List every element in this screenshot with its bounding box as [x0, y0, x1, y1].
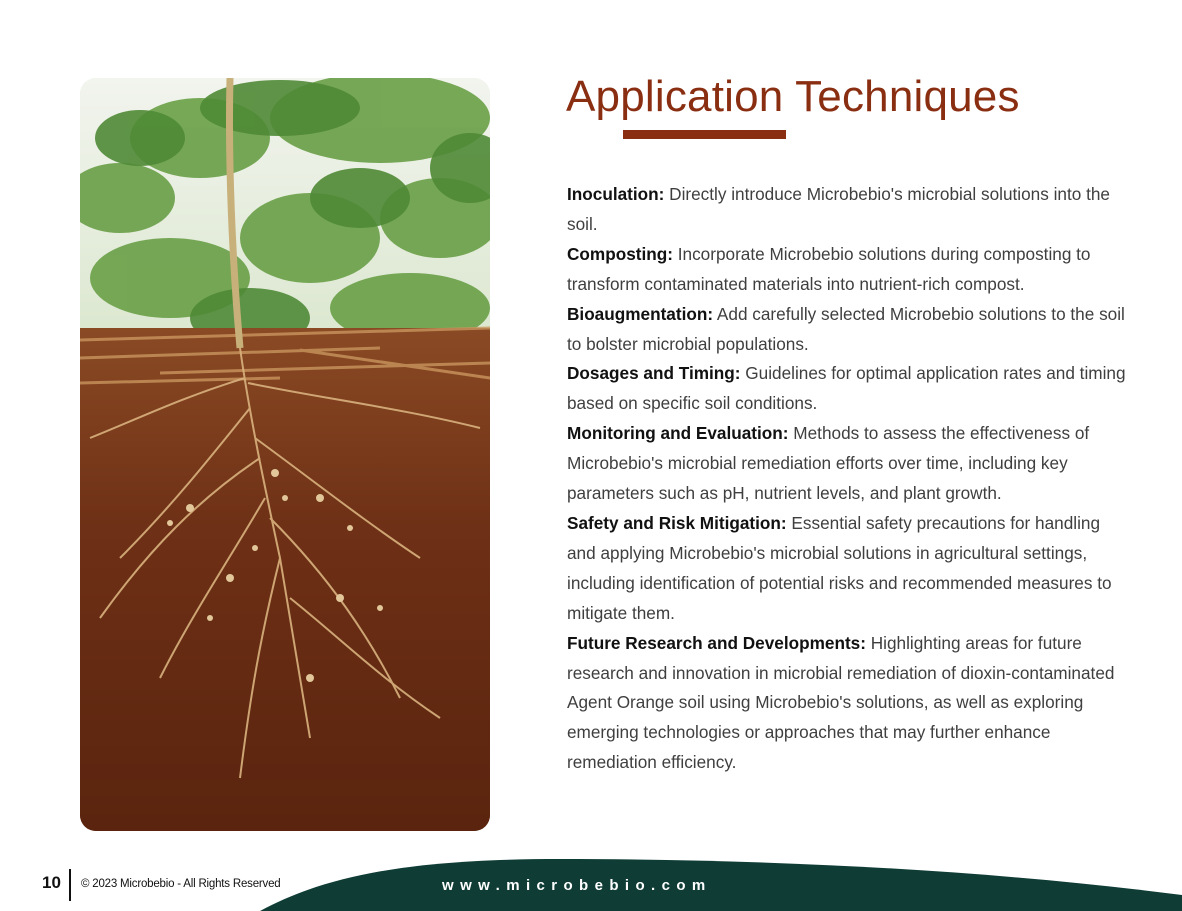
plant-roots-illustration — [80, 78, 490, 831]
website-link[interactable]: www.microbebio.com — [442, 877, 712, 894]
technique-lead: Monitoring and Evaluation: — [567, 423, 789, 444]
copyright-text: © 2023 Microbebio - All Rights Reserved — [81, 878, 281, 890]
technique-item-inoculation — [567, 180, 1127, 240]
technique-text: Guidelines for optimal application rates and timing based on specific soil conditions. — [567, 363, 1126, 414]
footer-divider — [69, 869, 71, 901]
technique-lead: Future Research and Developments: — [567, 632, 866, 653]
technique-lead: Safety and Risk Mitigation: — [567, 512, 787, 533]
technique-text: Essential safety precautions for handling and applying Microbebio's microbial solutions in agricultural settings, including identification of potential risks and recommended measures to mitigate them. — [567, 512, 1112, 623]
techniques-list — [567, 180, 1127, 778]
technique-item-safety — [567, 509, 1127, 629]
technique-item-composting — [567, 240, 1127, 300]
technique-lead: Bioaugmentation: — [567, 303, 714, 324]
technique-item-monitoring — [567, 419, 1127, 509]
technique-text: Add carefully selected Microbebio solutions to the soil to bolster microbial populations. — [567, 303, 1125, 354]
page-title: Application Techniques — [566, 72, 1020, 121]
technique-item-bioaugmentation — [567, 300, 1127, 360]
technique-text: Incorporate Microbebio solutions during composting to transform contaminated materials into nutrient-rich compost. — [567, 243, 1091, 294]
technique-text: Directly introduce Microbebio's microbial solutions into the soil. — [567, 184, 1110, 234]
technique-text: Highlighting areas for future research and innovation in microbial remediation of dioxin-contaminated Agent Orange soil using Microbebio's solutions, as well as exploring emerging technologies or approaches that may further enhance remediation efficiency. — [567, 632, 1115, 773]
technique-lead: Dosages and Timing: — [567, 363, 741, 384]
technique-item-future-research — [567, 629, 1127, 779]
technique-item-dosages — [567, 359, 1127, 419]
page-number: 10 — [42, 873, 61, 892]
title-underline — [623, 130, 786, 139]
technique-lead: Composting: — [567, 243, 673, 264]
hero-photo — [80, 78, 490, 831]
technique-text: Methods to assess the effectiveness of Microbebio's microbial remediation efforts over time, including key parameters such as pH, nutrient levels, and plant growth. — [567, 423, 1090, 504]
technique-lead: Inoculation: — [567, 184, 665, 204]
